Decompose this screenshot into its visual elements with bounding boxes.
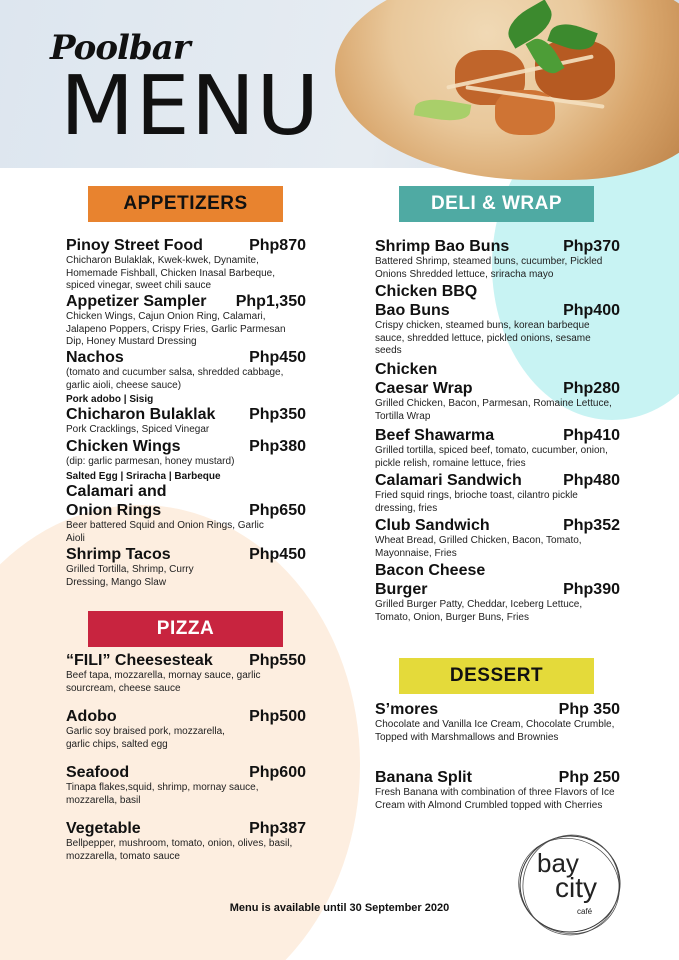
item-description: Beer battered Squid and Onion Rings, Garlic Aioli <box>66 520 264 544</box>
item-name: Chicken Wings <box>66 438 181 455</box>
item-name: Chicken BBQ Bao Buns <box>375 283 478 319</box>
item-options: Salted Egg | Sriracha | Barbeque <box>66 470 221 482</box>
item-name: Calamari and Onion Rings <box>66 483 167 519</box>
menu-item <box>66 707 306 751</box>
item-price: Php387 <box>249 820 306 837</box>
item-name: Appetizer Sampler <box>66 293 207 310</box>
item-name: Seafood <box>66 764 130 781</box>
appetizers-banner: APPETIZERS <box>88 186 283 222</box>
item-name: Adobo <box>66 708 117 725</box>
item-price: Php 250 <box>558 769 620 786</box>
menu-item <box>66 405 306 437</box>
item-price: Php450 <box>249 349 306 366</box>
deli-banner: DELI & WRAP <box>399 186 594 222</box>
item-description: Battered Shrimp, steamed buns, cucumber, Pickled Onions Shredded lettuce, sriracha mayo <box>375 256 603 280</box>
availability-note-text: Menu is available until 30 September 2020 <box>229 902 450 914</box>
item-name: Pinoy Street Food <box>66 237 203 254</box>
item-price: Php1,350 <box>235 293 306 310</box>
menu-item <box>66 545 306 589</box>
item-description: Tinapa flakes,squid, shrimp, mornay sauce, mozzarella, basil <box>66 782 259 806</box>
menu-item <box>375 360 620 423</box>
item-price: Php370 <box>563 238 620 255</box>
item-description: Pork Cracklings, Spiced Vinegar <box>66 424 210 435</box>
item-description: Garlic soy braised pork, mozzarella, garlic chips, salted egg <box>66 726 225 750</box>
item-description: Wheat Bread, Grilled Chicken, Bacon, Tomato, Mayonnaise, Fries <box>375 535 582 559</box>
item-name: Shrimp Tacos <box>66 546 171 563</box>
logo-word-cafe: café <box>577 907 593 916</box>
menu-item <box>375 426 620 470</box>
bay-city-logo <box>515 830 625 940</box>
item-price: Php280 <box>563 380 620 397</box>
menu-item <box>66 763 306 807</box>
item-name: Bacon Cheese Burger <box>375 562 486 598</box>
menu-item <box>66 819 306 863</box>
item-price: Php380 <box>249 438 306 455</box>
menu-item <box>66 348 306 406</box>
item-description: (tomato and cucumber salsa, shredded cabbage, garlic aioli, cheese sauce) <box>66 367 284 391</box>
item-price: Php600 <box>249 764 306 781</box>
menu-item <box>66 236 306 293</box>
item-description: Grilled tortilla, spiced beef, tomato, cucumber, onion, pickle relish, romaine lettuce, fries <box>375 445 608 469</box>
menu-item <box>375 471 620 515</box>
item-description: Chicken Wings, Cajun Onion Ring, Calamari, Jalapeno Poppers, Crispy Fries, Garlic Parmesan Dip, Honey Mustard Dressing <box>66 311 286 347</box>
menu-item <box>375 516 620 560</box>
menu-item <box>66 482 306 545</box>
menu-item <box>375 237 620 281</box>
item-price: Php450 <box>249 546 306 563</box>
menu-item <box>375 700 620 744</box>
item-price: Php352 <box>563 517 620 534</box>
item-description: Grilled Burger Patty, Cheddar, Iceberg Lettuce, Tomato, Onion, Burger Buns, Fries <box>375 599 583 623</box>
item-name: Club Sandwich <box>375 517 490 534</box>
item-price: Php870 <box>249 237 306 254</box>
item-description: Beef tapa, mozzarella, mornay sauce, garlic sourcream, cheese sauce <box>66 670 261 694</box>
item-name: Vegetable <box>66 820 141 837</box>
item-name: Beef Shawarma <box>375 427 495 444</box>
item-name: Nachos <box>66 349 124 366</box>
item-description: Crispy chicken, steamed buns, korean barbeque sauce, shredded lettuce, pickled onions, sesame seeds <box>375 320 591 356</box>
dessert-banner: DESSERT <box>399 658 594 694</box>
item-name: Chicken Caesar Wrap <box>375 361 473 397</box>
item-name: “FILI” Cheesesteak <box>66 652 213 669</box>
menu-item <box>375 561 620 624</box>
item-price: Php410 <box>563 427 620 444</box>
item-price: Php480 <box>563 472 620 489</box>
item-name: Shrimp Bao Buns <box>375 238 510 255</box>
item-price: Php650 <box>249 502 306 519</box>
item-description: Chicharon Bulaklak, Kwek-kwek, Dynamite, Homemade Fishball, Chicken Inasal Barbeque, spiced vinegar, sweet chili sauce <box>66 255 275 291</box>
item-description: Grilled Chicken, Bacon, Parmesan, Romaine Lettuce, Tortilla Wrap <box>375 398 612 422</box>
menu-item <box>66 292 306 349</box>
logo-word-bay: bay <box>537 848 579 878</box>
item-description: Chocolate and Vanilla Ice Cream, Chocolate Crumble, Topped with Marshmallows and Brownies <box>375 719 615 743</box>
item-price: Php350 <box>249 406 306 423</box>
item-name: Chicharon Bulaklak <box>66 406 216 423</box>
pizza-banner: PIZZA <box>88 611 283 647</box>
item-price: Php390 <box>563 581 620 598</box>
menu-item <box>66 437 306 483</box>
item-price: Php500 <box>249 708 306 725</box>
item-price: Php400 <box>563 302 620 319</box>
item-description: Grilled Tortilla, Shrimp, Curry Dressing, Mango Slaw <box>66 564 194 588</box>
brand-name: Poolbar <box>50 28 190 68</box>
page-title: MENU <box>60 59 321 154</box>
item-options: Pork adobo | Sisig <box>66 394 154 405</box>
item-name: Banana Split <box>375 769 472 786</box>
item-price: Php550 <box>249 652 306 669</box>
menu-item <box>375 768 620 812</box>
item-price: Php 350 <box>558 701 620 718</box>
item-description: (dip: garlic parmesan, honey mustard) <box>66 456 235 467</box>
item-description: Fried squid rings, brioche toast, cilantro pickle dressing, fries <box>375 490 578 514</box>
menu-item <box>375 282 620 358</box>
logo-word-city: city <box>555 872 597 903</box>
item-name: S’mores <box>375 701 439 718</box>
item-description: Bellpepper, mushroom, tomato, onion, olives, basil, mozzarella, tomato sauce <box>66 838 293 862</box>
item-description: Fresh Banana with combination of three Flavors of Ice Cream with Almond Crumbled topped with Cherries <box>375 787 615 811</box>
item-name: Calamari Sandwich <box>375 472 522 489</box>
menu-item <box>66 651 306 695</box>
